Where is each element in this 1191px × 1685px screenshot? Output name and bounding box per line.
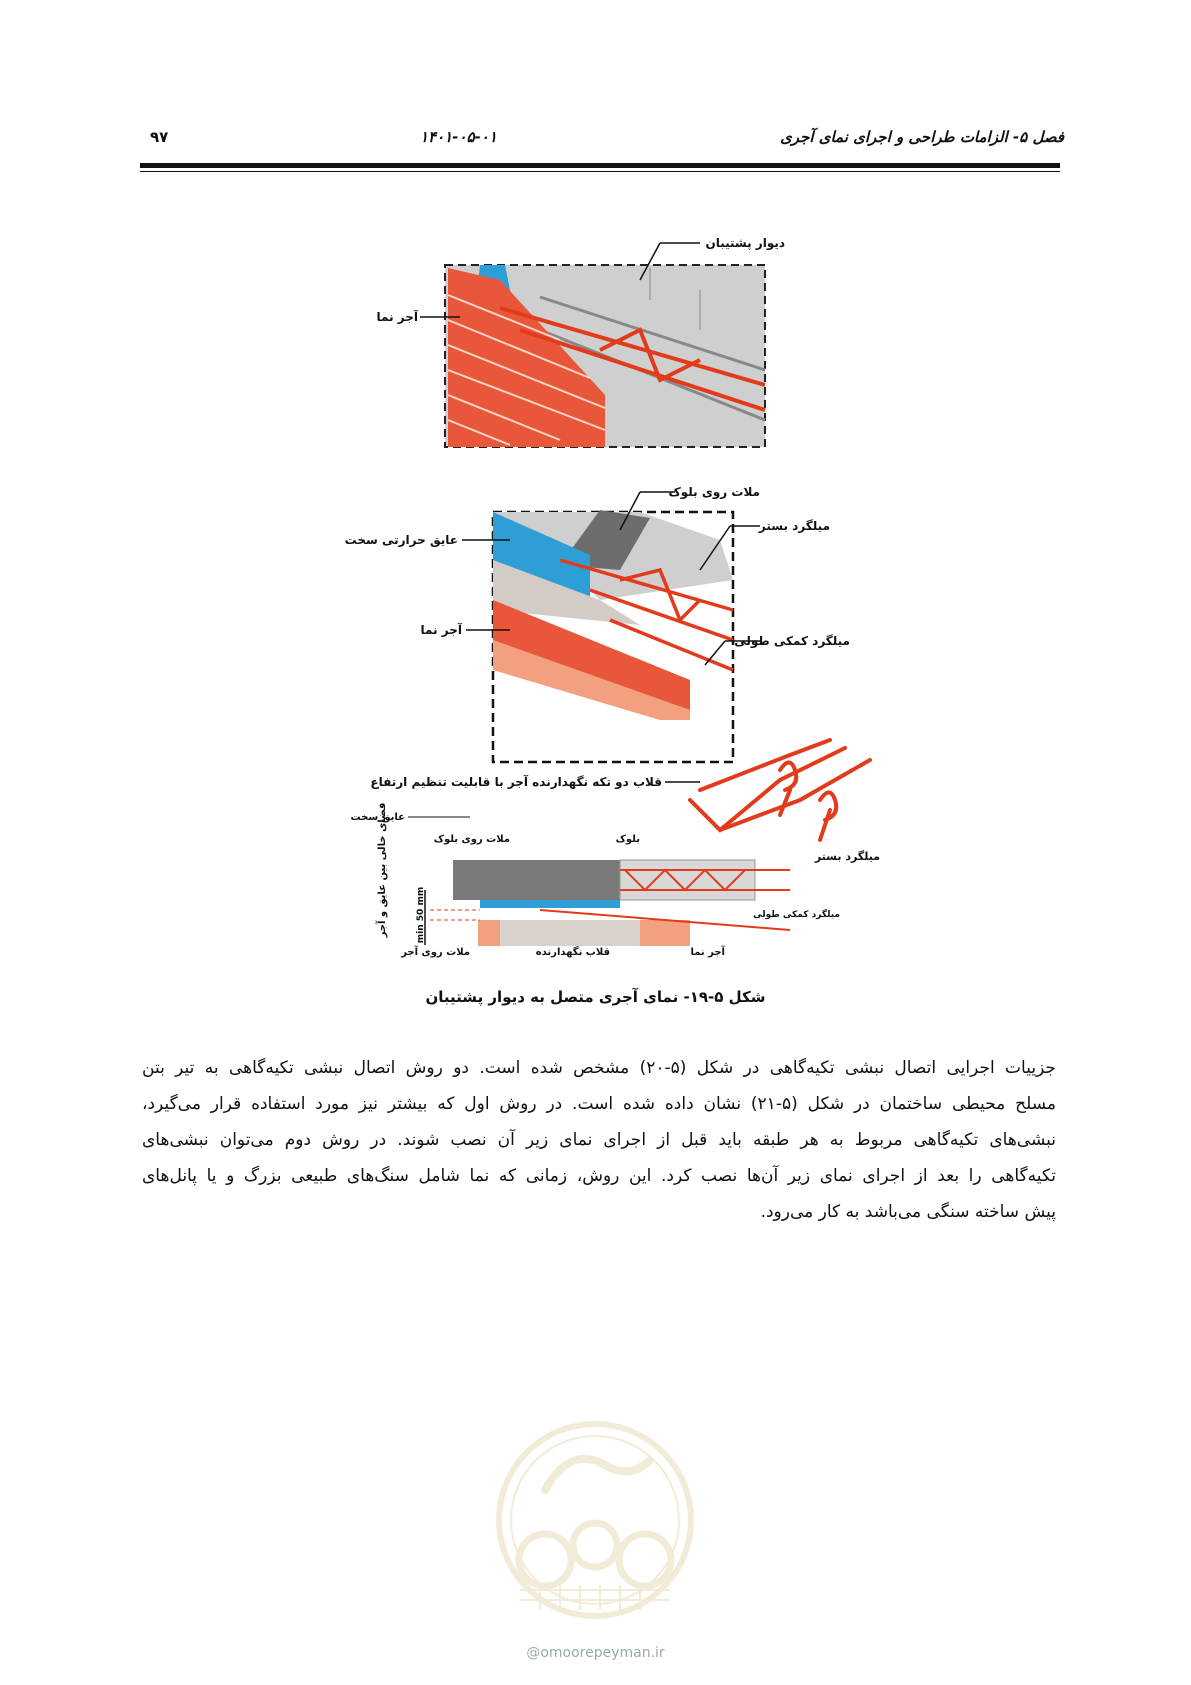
paragraph-line: نبشی‌های تکیه‌گاهی مربوط به هر طبقه باید قبل از اجرای نمای زیر آن نصب شوند. در روش دوم می‌توان نبشی‌های [142, 1130, 1056, 1150]
watermark-seal [499, 1424, 691, 1616]
label-bed-rebar-right: میلگرد بستر [814, 850, 880, 863]
page-number: ۹۷ [150, 128, 169, 146]
label-facing-brick-1: آجر نما [376, 310, 418, 324]
label-bed-reinforcement: میلگرد بستر [758, 519, 830, 533]
label-rigid-ins-small: عایق سخت [350, 812, 405, 823]
label-block-small: بلوک [615, 834, 640, 845]
label-facing-brick-small: آجر نما [690, 947, 725, 958]
paragraph-line: مسلح محیطی ساختمان در شکل (۵-۲۱) نشان داده شده است. در روش اول که بیشتر نیز مورد استفاده قرار می‌گیرد، [142, 1094, 1056, 1114]
label-hook-tie: قلاب دو تکه نگهدارنده آجر با قابلیت تنظیم ارتفاع [370, 775, 662, 789]
document-date: ۱۴۰۱-۰۵-۰۱ [420, 128, 497, 146]
label-backing-wall: دیوار پشتیبان [705, 236, 785, 250]
label-facing-brick-2: آجر نما [420, 623, 462, 637]
label-block-mortar: ملات روی بلوک [668, 485, 760, 499]
chapter-title: فصل ۵- الزامات طراحی و اجرای نمای آجری [780, 128, 1064, 146]
figure-caption: شکل ۵-۱۹- نمای آجری متصل به دیوار پشتیبان [425, 988, 766, 1006]
label-tie-hook: قلاب نگهدارنده [535, 947, 610, 958]
paragraph-line: جزییات اجرایی اتصال نبشی تکیه‌گاهی در شکل (۵-۲۰) مشخص شده است. دو روش اتصال نبشی تکیه‌گاهی به تیر بتن [142, 1058, 1056, 1078]
label-block-mortar-small: ملات روی بلوک [433, 834, 510, 845]
watermark-site: @omoorepeyman.ir [526, 1645, 665, 1661]
label-cavity: فضای خالی بین عایق و آجر [377, 802, 388, 938]
label-long-rebar-small: میلگرد کمکی طولی [753, 910, 840, 920]
label-longitudinal-rebar: میلگرد کمکی طولی [734, 634, 850, 648]
label-rigid-insulation: عایق حرارتی سخت [344, 533, 458, 547]
paragraph-line: تکیه‌گاهی را بعد از اجرای نمای زیر آن‌ها نصب کرد. این روش، زمانی که نما شامل سنگ‌های طبیعی بزرگ و یا پانل‌های [142, 1166, 1056, 1186]
paragraph-line: پیش ساخته سنگی می‌باشد به کار می‌رود. [760, 1202, 1056, 1222]
label-brick-mortar: ملات روی آجر [401, 947, 470, 958]
label-min-50: min 50 mm [416, 886, 426, 944]
